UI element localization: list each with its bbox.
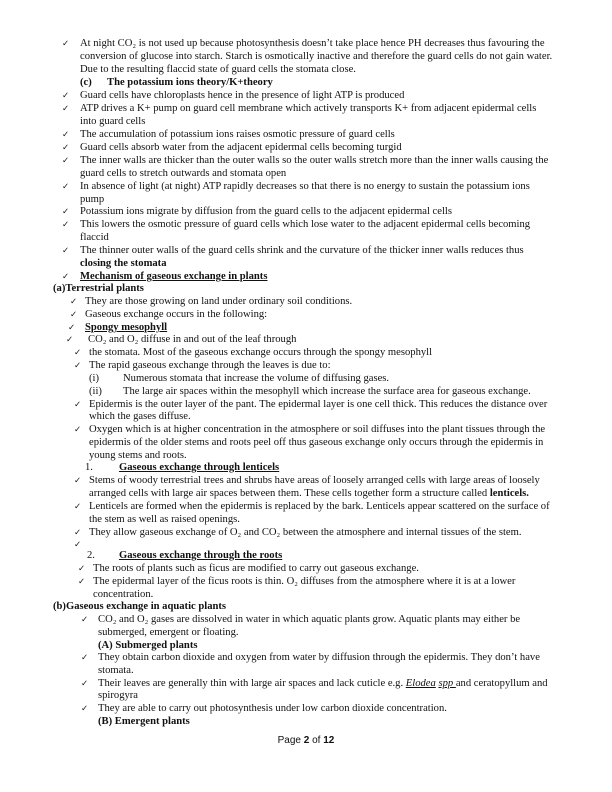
check-icon: ✓ xyxy=(62,156,70,166)
check-icon: ✓ xyxy=(81,679,89,689)
total-pages: 12 xyxy=(323,735,335,746)
bullet-text: the stomata. Most of the gaseous exchange occurs through the spongy mesophyll xyxy=(89,347,433,358)
bullet-text: Due to the resulting flaccid state of guard cells the stomata close. xyxy=(80,64,356,75)
check-icon: ✓ xyxy=(62,272,70,282)
section-heading: Spongy mesophyll xyxy=(85,322,168,333)
bullet-text: young stems and roots. xyxy=(89,450,187,461)
bullet-text: The thinner outer walls of the guard cells shrink and the curvature of the thicker inner walls reduces thus xyxy=(80,245,524,256)
check-icon: ✓ xyxy=(62,220,70,230)
check-icon: ✓ xyxy=(81,704,89,714)
subsection-heading: (b)Gaseous exchange in aquatic plants xyxy=(53,601,227,612)
bullet-text: The accumulation of potassium ions raises osmotic pressure of guard cells xyxy=(80,129,395,140)
check-icon: ✓ xyxy=(66,335,74,345)
check-icon: ✓ xyxy=(62,130,70,140)
check-icon: ✓ xyxy=(74,361,82,371)
bullet-text: Stems of woody terrestrial trees and shrubs have areas of loosely arranged cells with large areas of loosely xyxy=(89,475,540,486)
bullet-text: spirogyra xyxy=(98,690,139,701)
bullet-text: They are able to carry out photosynthesis under low carbon dioxide concentration. xyxy=(98,703,447,714)
bullet-text: They allow gaseous exchange of O₂ and CO₂ between the atmosphere and internal tissues of the stem. xyxy=(89,527,522,538)
bullet-text: The inner walls are thicker than the outer walls so the outer walls stretch more than the inner walls causing the xyxy=(80,155,549,166)
bullet-text: The rapid gaseous exchange through the leaves is due to: xyxy=(89,360,331,371)
subsection-heading: (B) Emergent plants xyxy=(98,716,190,727)
check-icon: ✓ xyxy=(68,323,76,333)
list-number: (ii) xyxy=(89,386,102,397)
check-icon: ✓ xyxy=(74,425,82,435)
bullet-text: Lenticels are formed when the epidermis is replaced by the bark. Lenticels appear scattered on the surface of xyxy=(89,501,550,512)
bullet-text: ATP drives a K+ pump on guard cell membrane which actively transports K+ from adjacent epidermal cells xyxy=(80,103,537,114)
bullet-text-bold: closing the stomata xyxy=(80,258,167,269)
bullet-text: conversion of glucose into starch. Starch is osmotically inactive and therefore the guard cells do not gain water. xyxy=(80,51,553,62)
list-text: The large air spaces within the mesophyll which increase the surface area for gaseous exchange. xyxy=(123,386,531,397)
check-icon: ✓ xyxy=(62,207,70,217)
check-icon: ✓ xyxy=(81,653,89,663)
list-text: Numerous stomata that increase the volume of diffusing gases. xyxy=(123,373,390,384)
subsection-heading: (a)Terrestrial plants xyxy=(53,283,144,294)
list-number: 1. xyxy=(85,462,93,473)
check-icon: ✓ xyxy=(62,143,70,153)
check-icon: ✓ xyxy=(62,39,70,49)
bullet-text xyxy=(89,488,529,500)
bullet-text: stomata. xyxy=(98,665,134,676)
bullet-text: In absence of light (at night) ATP rapidly decreases so that there is no energy to sustain the potassium ions xyxy=(80,181,530,192)
list-number: 2. xyxy=(87,550,95,561)
bullet-text-part: and ceratopyllum and xyxy=(455,678,548,689)
bullet-text: CO₂ and O₂ gases are dissolved in water in which aquatic plants grow. Aquatic plants may either be xyxy=(98,614,521,625)
bullet-text: At night CO₂ is not used up because photosynthesis doesn’t take place hence PH decreases thus favouring the xyxy=(80,38,545,49)
bold-term: lenticels. xyxy=(489,488,529,499)
bullet-text: Gaseous exchange occurs in the following: xyxy=(85,309,268,320)
section-heading: Gaseous exchange through the roots xyxy=(119,550,283,561)
check-icon: ✓ xyxy=(70,310,78,320)
bullet-text: the stem as well as raised openings. xyxy=(89,514,240,525)
bullet-text: They are those growing on land under ordinary soil conditions. xyxy=(85,296,353,307)
check-icon: ✓ xyxy=(74,540,82,550)
bullet-text-part: arranged cells with large air spaces between them. These cells together form a structure called xyxy=(89,488,490,499)
bullet-text: into guard cells xyxy=(80,116,146,127)
bullet-text: Guard cells have chloroplasts hence in the presence of light ATP is produced xyxy=(80,90,405,101)
check-icon: ✓ xyxy=(78,564,86,574)
section-heading: Mechanism of gaseous exchange in plants xyxy=(80,271,268,282)
bullet-text: The roots of plants such as ficus are modified to carry out gaseous exchange. xyxy=(93,563,419,574)
page-footer xyxy=(0,735,612,746)
bullet-text: Guard cells absorb water from the adjacent epidermal cells becoming turgid xyxy=(80,142,402,153)
bullet-text: flaccid xyxy=(80,232,109,243)
bullet-text: pump xyxy=(80,194,105,205)
bullet-text: epidermis of the older stems and roots peel off thus gaseous exchange only occurs through the epidermis in xyxy=(89,437,544,448)
bullet-text xyxy=(98,678,548,690)
check-icon: ✓ xyxy=(74,528,82,538)
bullet-text: They obtain carbon dioxide and oxygen from water by diffusion through the epidermis. They don’t have xyxy=(98,652,540,663)
check-icon: ✓ xyxy=(74,400,82,410)
check-icon: ✓ xyxy=(78,577,86,587)
check-icon: ✓ xyxy=(62,246,70,256)
subsection-heading: (A) Submerged plants xyxy=(98,640,198,651)
section-heading: Gaseous exchange through lenticels xyxy=(119,462,280,473)
bullet-text-part: Their leaves are generally thin with large air spaces and lack cuticle e.g. xyxy=(98,678,406,689)
bullet-text: The epidermal layer of the ficus roots is thin. O₂ diffuses from the atmosphere where it is at a lower xyxy=(93,576,516,587)
check-icon: ✓ xyxy=(70,297,78,307)
bullet-text: guard cells to stretch outwards and stomata open xyxy=(80,168,287,179)
list-number: (i) xyxy=(89,373,99,384)
check-icon: ✓ xyxy=(81,615,89,625)
footer-of: of xyxy=(309,735,324,746)
bullet-text: This lowers the osmotic pressure of guard cells which lose water to the adjacent epidermal cells becoming xyxy=(80,219,531,230)
bullet-text: submerged, emergent or floating. xyxy=(98,627,239,638)
current-page: 2 xyxy=(303,735,310,746)
footer-prefix: Page xyxy=(277,735,304,746)
check-icon: ✓ xyxy=(74,348,82,358)
bullet-text: Potassium ions migrate by diffusion from the guard cells to the adjacent epidermal cells xyxy=(80,206,452,217)
section-number: (c) xyxy=(80,77,92,88)
check-icon: ✓ xyxy=(62,91,70,101)
bullet-text: Oxygen which is at higher concentration in the atmosphere or soil diffuses into the plant tissues through the xyxy=(89,424,546,435)
species-name: Elodea xyxy=(405,678,436,689)
bullet-text: which the gases diffuse. xyxy=(89,411,191,422)
bullet-text: concentration. xyxy=(93,589,154,600)
bullet-text: Epidermis is the outer layer of the pant. The epidermal layer is one cell thick. This reduces the distance over xyxy=(89,399,548,410)
check-icon: ✓ xyxy=(62,182,70,192)
check-icon: ✓ xyxy=(62,104,70,114)
check-icon: ✓ xyxy=(74,502,82,512)
bullet-text: CO₂ and O₂ diffuse in and out of the leaf through xyxy=(88,334,297,345)
species-abbrev: spp xyxy=(438,678,456,689)
check-icon: ✓ xyxy=(74,476,82,486)
section-heading: The potassium ions theory/K+theory xyxy=(107,77,273,88)
